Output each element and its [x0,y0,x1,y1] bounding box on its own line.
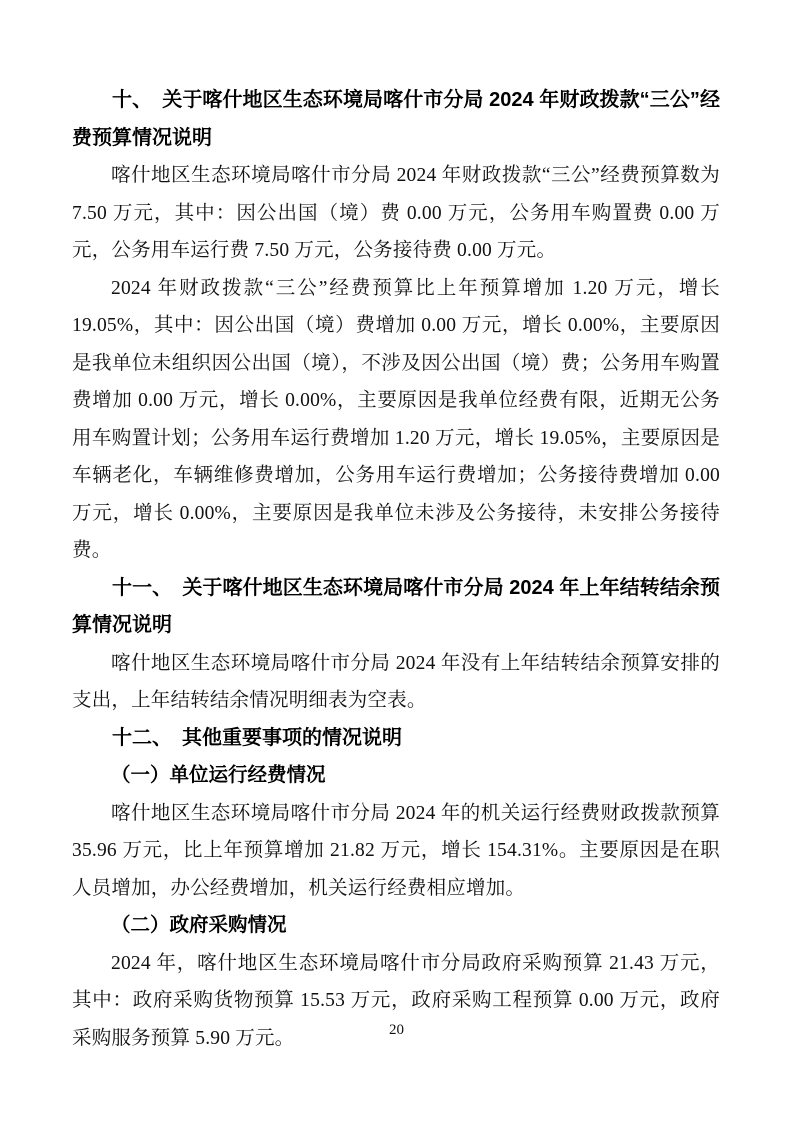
para-sangong-budget-change: 2024 年财政拨款“三公”经费预算比上年预算增加 1.20 万元，增长 19.05%，其中：因公出国（境）费增加 0.00 万元，增长 0.00%，主要原因是我单位未组织因公出国（境），不涉及因公出国（境）费；公务用车购置费增加 0.00 万元，增长 0.00%，主要原因是我单位经费有限，近期无公务用车购置计划；公务用车运行费增加 1.20 万元，增长 19.05%，主要原因是车辆老化，车辆维修费增加，公务用车运行费增加；公务接待费增加 0.00 万元，增长 0.00%，主要原因是我单位未涉及公务接待，未安排公务接待费。 [72,277,720,561]
heading-section-11: 十一、 关于喀什地区生态环境局喀什市分局 2024 年上年结转结余预算情况说明 [72,576,720,636]
heading-section-10: 十、 关于喀什地区生态环境局喀什市分局 2024 年财政拨款“三公”经费预算情况说明 [72,89,720,149]
heading-section-12: 十二、 其他重要事项的情况说明 [112,726,402,749]
para-sangong-budget-total: 喀什地区生态环境局喀什市分局 2024 年财政拨款“三公”经费预算数为 7.50 万元，其中：因公出国（境）费 0.00 万元，公务用车购置费 0.00 万元，公务用车运行费 7.50 万元，公务接待费 0.00 万元。 [72,165,720,261]
para-carryover-balance: 喀什地区生态环境局喀什市分局 2024 年没有上年结转结余预算安排的支出，上年结转结余情况明细表为空表。 [72,652,720,711]
para-unit-operating-funds: 喀什地区生态环境局喀什市分局 2024 年的机关运行经费财政拨款预算 35.96 万元，比上年预算增加 21.82 万元，增长 154.31%。主要原因是在职人员增加，办公经费增加，机关运行经费相应增加。 [72,802,720,899]
page-number: 20 [389,1022,404,1038]
subheading-unit-operating-funds: （一）单位运行经费情况 [111,765,326,786]
subheading-government-procurement: （二）政府采购情况 [111,915,287,936]
para-government-procurement: 2024 年，喀什地区生态环境局喀什市分局政府采购预算 21.43 万元，其中：政府采购货物预算 15.53 万元，政府采购工程预算 0.00 万元，政府采购服务预算 5.90 万元。 [72,952,720,1049]
document-content [72,82,720,1057]
